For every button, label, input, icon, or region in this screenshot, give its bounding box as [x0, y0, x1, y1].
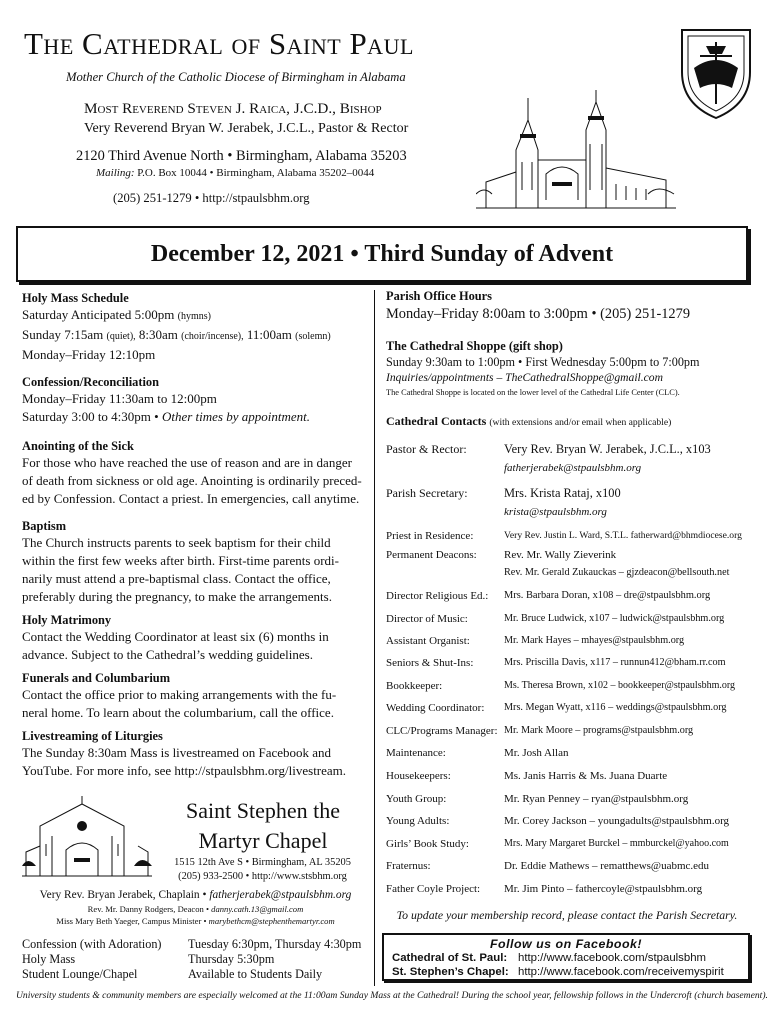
contact-label: Director Religious Ed.: — [386, 590, 489, 602]
facebook-link[interactable]: http://www.facebook.com/receivemyspirit — [518, 966, 724, 978]
chapel-schedule-time: Tuesday 6:30pm, Thursday 4:30pm — [188, 937, 362, 951]
subtitle: Mother Church of the Catholic Diocese of Birmingham in Alabama — [66, 70, 406, 84]
facebook-label: St. Stephen’s Chapel: — [392, 966, 509, 978]
chaplain-name: Very Rev. Bryan Jerabek, Chaplain • — [39, 889, 207, 901]
office-hours: Monday–Friday 8:00am to 3:00pm • (205) 251-1279 — [386, 306, 691, 322]
facebook-label: Cathedral of St. Paul: — [392, 952, 508, 964]
mailing-line — [96, 167, 374, 179]
chapel-title-line: Martyr Chapel — [198, 828, 328, 853]
facebook-row — [392, 951, 740, 965]
contact-label: Father Coyle Project: — [386, 883, 481, 895]
confession-saturday-time: Saturday 3:00 to 4:30pm • — [22, 409, 159, 424]
contact-label: CLC/Programs Manager: — [386, 725, 498, 737]
contact-label: Priest in Residence: — [386, 530, 474, 542]
confession-weekday: Monday–Friday 11:30am to 12:00pm — [22, 391, 217, 406]
mass-saturday-note: (hymns) — [177, 311, 211, 322]
chapel-schedule-time: Available to Students Daily — [188, 967, 323, 981]
chapel-title-line: Saint Stephen the — [186, 798, 340, 823]
contact-label: Fraternus: — [386, 860, 431, 872]
contact-value: Ms. Theresa Brown, x102 – bookkeeper@stpaulsbhm.org — [504, 680, 736, 691]
livestream-text: YouTube. For more info, see http://stpaulsbhm.org/livestream. — [22, 763, 347, 778]
contact-value: Mr. Josh Allan — [504, 747, 569, 759]
mass-saturday: Saturday Anticipated 5:00pm — [22, 307, 175, 322]
cathedral-illustration-icon — [476, 90, 676, 212]
anointing-text: ed by Confession. Contact a priest. In emergencies, call anytime. — [22, 491, 360, 506]
contact-label: Seniors & Shut-Ins: — [386, 657, 474, 669]
confession-appointment: Other times by appointment. — [161, 409, 311, 424]
contact-label: Assistant Organist: — [386, 635, 470, 647]
contact-label: Pastor & Rector: — [386, 442, 467, 456]
contacts-heading-line — [386, 414, 756, 429]
chapel-schedule-label: Holy Mass — [22, 952, 76, 966]
mass-sunday-2-note: (choir/incense), — [181, 331, 244, 342]
date-banner: December 12, 2021 • Third Sunday of Advent — [16, 226, 748, 282]
baptism-text: within the first few weeks after birth. First-time parents ordi- — [22, 553, 339, 568]
confession-heading: Confession/Reconciliation — [22, 375, 159, 389]
facebook-row — [392, 965, 740, 979]
office-hours-heading: Parish Office Hours — [386, 289, 492, 303]
campus-minister-line — [18, 915, 373, 927]
contact-label: Wedding Coordinator: — [386, 702, 485, 714]
baptism-text: The Church instructs parents to seek baptism for their child — [22, 535, 331, 550]
livestream-heading: Livestreaming of Liturgies — [22, 729, 163, 743]
facebook-link[interactable]: http://www.facebook.com/stpaulsbhm — [518, 952, 707, 964]
mass-line — [22, 306, 368, 326]
deacon-name: Rev. Mr. Danny Rodgers, Deacon • — [87, 904, 209, 914]
chapel-schedule-row — [22, 937, 372, 952]
baptism-text: preferably during the pregnancy, to make the arrangements. — [22, 589, 332, 604]
deacon-email: danny.cath.13@gmail.com — [211, 904, 304, 914]
chapel-schedule-label: Confession (with Adoration) — [22, 937, 162, 951]
chapel-title — [158, 796, 368, 856]
funerals-text: Contact the office prior to making arrangements with the fu- — [22, 687, 337, 702]
chapel-schedule-row — [22, 967, 372, 982]
shoppe-hours: Sunday 9:30am to 1:00pm • First Wednesday 5:00pm to 7:00pm — [386, 355, 700, 369]
page-title: The Cathedral of Saint Paul — [24, 26, 414, 61]
shoppe-inquiries: Inquiries/appointments – TheCathedralShoppe@gmail.com — [386, 371, 663, 384]
contact-value: Mrs. Krista Rataj, x100 — [504, 486, 621, 500]
chapel-schedule-label: Student Lounge/Chapel — [22, 967, 138, 981]
chaplain-line — [18, 888, 373, 903]
contact-label: Maintenance: — [386, 747, 446, 759]
shoppe-location: The Cathedral Shoppe is located on the lower level of the Cathedral Life Center (CLC). — [386, 388, 680, 397]
right-column — [386, 288, 756, 429]
bishop-line: Most Reverend Steven J. Raica, J.C.D., Bishop — [84, 100, 382, 117]
contact-label: Youth Group: — [386, 793, 447, 805]
mass-sunday-1-note: (quiet), — [106, 331, 136, 342]
pastor-line: Very Reverend Bryan W. Jerabek, J.C.L., Pastor & Rector — [84, 121, 409, 136]
contact-email: fatherjerabek@stpaulsbhm.org — [504, 462, 642, 474]
address-line: 2120 Third Avenue North • Birmingham, Alabama 35203 — [76, 148, 407, 164]
contact-value: Rev. Mr. Gerald Zukauckas – gjzdeacon@bellsouth.net — [504, 567, 730, 578]
contact-value: Mrs. Mary Margaret Burckel – mmburckel@yahoo.com — [504, 838, 729, 849]
chapel-schedule-time: Thursday 5:30pm — [188, 952, 275, 966]
chapel-contact — [150, 856, 375, 884]
mass-sunday-1: Sunday 7:15am — [22, 327, 104, 342]
campus-minister-email: marybethcm@stephenthemartyr.com — [208, 916, 335, 926]
chapel-schedule — [22, 937, 372, 982]
contact-value: Mr. Jim Pinto – fathercoyle@stpaulsbhm.org — [504, 883, 703, 895]
contacts-note: (with extensions and/or email when applicable) — [489, 417, 672, 428]
mailing-label: Mailing: — [96, 167, 135, 179]
contact-value: Very Rev. Bryan W. Jerabek, J.C.L., x103 — [504, 442, 711, 456]
facebook-box — [382, 933, 750, 981]
mass-sunday-3: 11:00am — [246, 327, 292, 342]
mass-weekday: Monday–Friday 12:10pm — [22, 347, 156, 362]
shoppe-heading: The Cathedral Shoppe (gift shop) — [386, 339, 563, 353]
contact-value: Dr. Eddie Mathews – rematthews@uabmc.edu — [504, 860, 710, 872]
chapel-address: 1515 12th Ave S • Birmingham, AL 35205 — [174, 857, 351, 868]
chapel-schedule-row — [22, 952, 372, 967]
mass-sunday-3-note: (solemn) — [295, 331, 331, 342]
campus-minister-name: Miss Mary Beth Yaeger, Campus Minister • — [56, 916, 207, 926]
contact-value: Mrs. Priscilla Davis, x117 – runnun412@bham.rr.com — [504, 657, 726, 668]
membership-note: To update your membership record, please contact the Parish Secretary. — [396, 908, 738, 922]
anointing-text: of death from sickness or old age. Anointing is ordinarily preced- — [22, 473, 362, 488]
mass-schedule-heading: Holy Mass Schedule — [22, 291, 129, 305]
contact-label: Director of Music: — [386, 613, 468, 625]
contact-value: Mr. Mark Hayes – mhayes@stpaulsbhm.org — [504, 635, 685, 646]
contact-label: Bookkeeper: — [386, 680, 443, 692]
phone-web-line: (205) 251-1279 • http://stpaulsbhm.org — [113, 191, 310, 205]
funerals-heading: Funerals and Columbarium — [22, 671, 171, 685]
matrimony-text: advance. Subject to the Cathedral’s wedding guidelines. — [22, 647, 313, 662]
contact-label: Parish Secretary: — [386, 486, 468, 500]
anointing-heading: Anointing of the Sick — [22, 439, 134, 453]
left-column — [22, 290, 368, 780]
contact-email: krista@stpaulsbhm.org — [504, 506, 607, 518]
deacon-line — [18, 903, 373, 915]
livestream-text: The Sunday 8:30am Mass is livestreamed on Facebook and — [22, 745, 332, 760]
confession-saturday — [22, 408, 368, 426]
chapel-phone-web: (205) 933-2500 • http://www.stsbhm.org — [178, 871, 347, 882]
chaplain-email: fatherjerabek@stpaulsbhm.org — [209, 889, 352, 901]
anointing-text: For those who have reached the use of reason and are in danger — [22, 455, 352, 470]
footer-note: University students & community members are especially welcomed at the 11:00am Sunday Mass at the Cathedral! During the school year, fellowship follows in the Undercroft (church basement). — [16, 990, 768, 1001]
mass-sunday-2: 8:30am — [138, 327, 178, 342]
baptism-text: narily must attend a pre-baptismal class. Contact the office, — [22, 571, 331, 586]
contact-value: Very Rev. Justin L. Ward, S.T.L. fatherward@bhmdiocese.org — [504, 530, 742, 541]
funerals-text: neral home. To learn about the columbarium, call the office. — [22, 705, 334, 720]
contact-value: Ms. Janis Harris & Ms. Juana Duarte — [504, 770, 668, 782]
contact-value: Mr. Ryan Penney – ryan@stpaulsbhm.org — [504, 793, 689, 805]
matrimony-heading: Holy Matrimony — [22, 613, 112, 627]
baptism-heading: Baptism — [22, 519, 67, 533]
contact-value: Mr. Mark Moore – programs@stpaulsbhm.org — [504, 725, 694, 736]
chapel-staff — [18, 888, 373, 927]
contacts-heading: Cathedral Contacts — [386, 414, 487, 428]
facebook-title: Follow us on Facebook! — [489, 937, 643, 951]
contact-value: Mrs. Megan Wyatt, x116 – weddings@stpaulsbhm.org — [504, 702, 727, 713]
crest-icon — [676, 24, 756, 122]
contact-value: Rev. Mr. Wally Zieverink — [504, 549, 617, 561]
contact-value: Mr. Bruce Ludwick, x107 – ludwick@stpaulsbhm.org — [504, 613, 725, 624]
mailing-address: P.O. Box 10044 • Birmingham, Alabama 35202–0044 — [137, 167, 375, 179]
contact-value: Mr. Corey Jackson – youngadults@stpaulsbhm.org — [504, 815, 730, 827]
contact-label: Housekeepers: — [386, 770, 451, 782]
contact-label: Girls’ Book Study: — [386, 838, 469, 850]
matrimony-text: Contact the Wedding Coordinator at least six (6) months in — [22, 629, 329, 644]
contact-value: Mrs. Barbara Doran, x108 – dre@stpaulsbhm.org — [504, 590, 711, 601]
contact-label: Young Adults: — [386, 815, 450, 827]
mass-line — [22, 326, 368, 346]
chapel-illustration-icon — [22, 796, 152, 880]
contact-label: Permanent Deacons: — [386, 549, 477, 561]
